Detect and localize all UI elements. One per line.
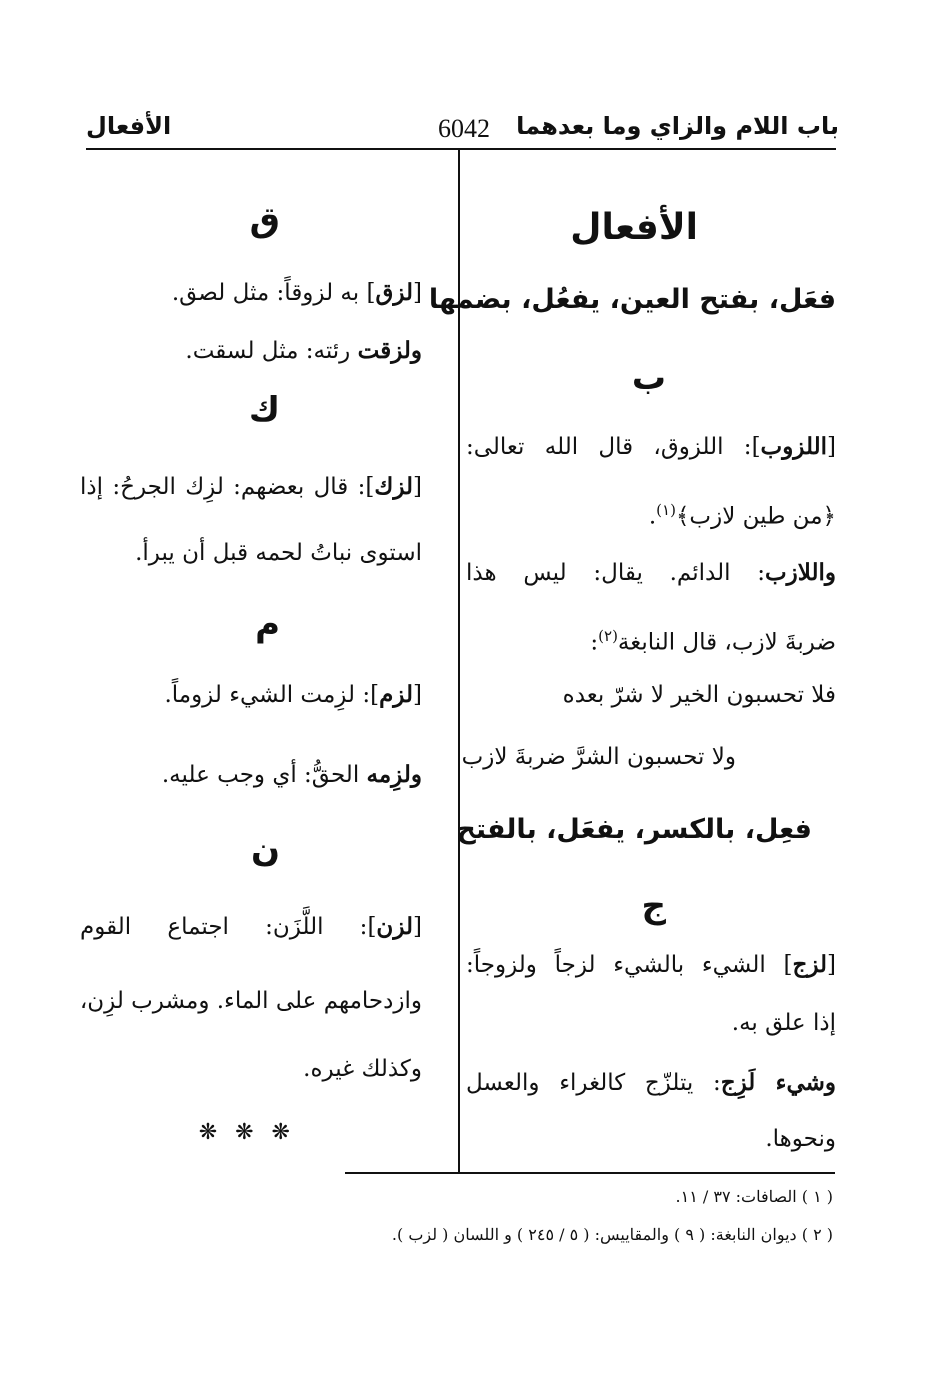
entry-lazaja-line-2: إذا علق به. — [731, 1010, 836, 1036]
header-rule — [86, 148, 836, 150]
verse-line-2: ولا تحسبون الشرَّ ضربةَ لازب — [461, 744, 736, 770]
entry-lazik-line-1: [لزك]: قال بعضهم: لزِك الجرحُ: إذا — [80, 473, 422, 500]
footnote-rule — [345, 1172, 835, 1174]
entry-term: ولزقت — [357, 337, 422, 364]
entry-term: اللزوب — [760, 433, 828, 460]
entry-lazub-line-2: ﴿من طين لازب﴾$^{(١)}$. — [648, 501, 836, 530]
entry-lazij-line-2: ونحوها. — [765, 1126, 836, 1152]
letter-heading-n: ن — [250, 830, 280, 870]
entry-term: لزن — [376, 913, 414, 940]
letter-heading-k: ك — [248, 390, 280, 430]
entry-lazan-line-3: وكذلك غيره. — [303, 1056, 422, 1082]
footnote-1: ( ١ ) الصافات: ٣٧ / ١١. — [675, 1187, 833, 1206]
entry-term: وشيء لَزِج — [720, 1069, 837, 1096]
letter-heading-q: ق — [249, 200, 280, 240]
pattern-heading-2: فعِل، بالكسر، يفعَل، بالفتح — [456, 814, 812, 845]
page-number: 6042 — [438, 114, 490, 143]
footnote-ref-2: (٢) — [598, 627, 618, 645]
footnote-2: ( ٢ ) ديوان النابغة: ( ٩ ) والمقاييس: ( ٥ / ٢٤٥ ) و اللسان ( لزب ). — [391, 1225, 833, 1244]
quran-quote: ﴿من طين لازب﴾ — [675, 503, 836, 530]
entry-lazij-line-1: وشيء لَزِج: يتلزّج كالغراء والعسل — [466, 1069, 837, 1096]
entry-lazaja-line-1: [لزج] الشيء بالشيء لزجاً ولزوجاً: — [466, 951, 836, 978]
entry-lazub-line-1: [اللزوب]: اللزوق، قال الله تعالى: — [466, 433, 836, 460]
entry-lazan-line-2: وازدحامهم على الماء. ومشرب لزِن، — [79, 988, 422, 1014]
running-head-section: الأفعال — [86, 112, 172, 140]
entry-term: لزق — [375, 279, 414, 306]
entry-term: لزم — [379, 681, 414, 708]
entry-laziqat-line: ولزقت رئته: مثل لسقت. — [185, 337, 422, 364]
entry-lazik-line-2: استوى نباتُ لحمه قبل أن يبرأ. — [135, 540, 422, 566]
pattern-heading-1: فعَل، بفتح العين، يفعُل، بضمها — [428, 284, 836, 315]
footnote-ref-1: (١) — [656, 501, 676, 519]
running-head-chapter: باب اللام والزاي وما بعدهما — [516, 112, 839, 140]
entry-term: لزج — [792, 951, 828, 978]
entry-term: واللازب — [765, 559, 836, 586]
letter-heading-j: ج — [641, 886, 666, 926]
entry-term: لزك — [374, 473, 414, 500]
entry-laziq-line: [لزق] به لزوقاً: مثل لصق. — [171, 279, 422, 306]
footnotes — [392, 1186, 833, 1262]
entry-lazimahu-line: ولزِمه الحقُّ: أي وجب عليه. — [161, 761, 422, 788]
entry-lazan-line-1: [لزن]: اللَّزَن: اجتماع القوم — [80, 913, 422, 940]
letter-heading-b: ب — [631, 358, 666, 398]
verse-line-1: فلا تحسبون الخير لا شرّ بعده — [562, 682, 836, 708]
entry-lazim-line: [لزم]: لزِمت الشيء لزوماً. — [164, 681, 422, 708]
entry-lazib-line-2: ضربةَ لازب، قال النابغة$^{(٢)}$: — [590, 627, 836, 656]
entry-lazib-line-1: واللازب: الدائم. يقال: ليس هذا — [466, 559, 836, 586]
entry-term: ولزِمه — [366, 761, 422, 788]
section-end-ornament: ❋❋❋ — [198, 1120, 308, 1145]
letter-heading-m: م — [255, 604, 280, 644]
section-title: الأفعال — [570, 207, 698, 248]
